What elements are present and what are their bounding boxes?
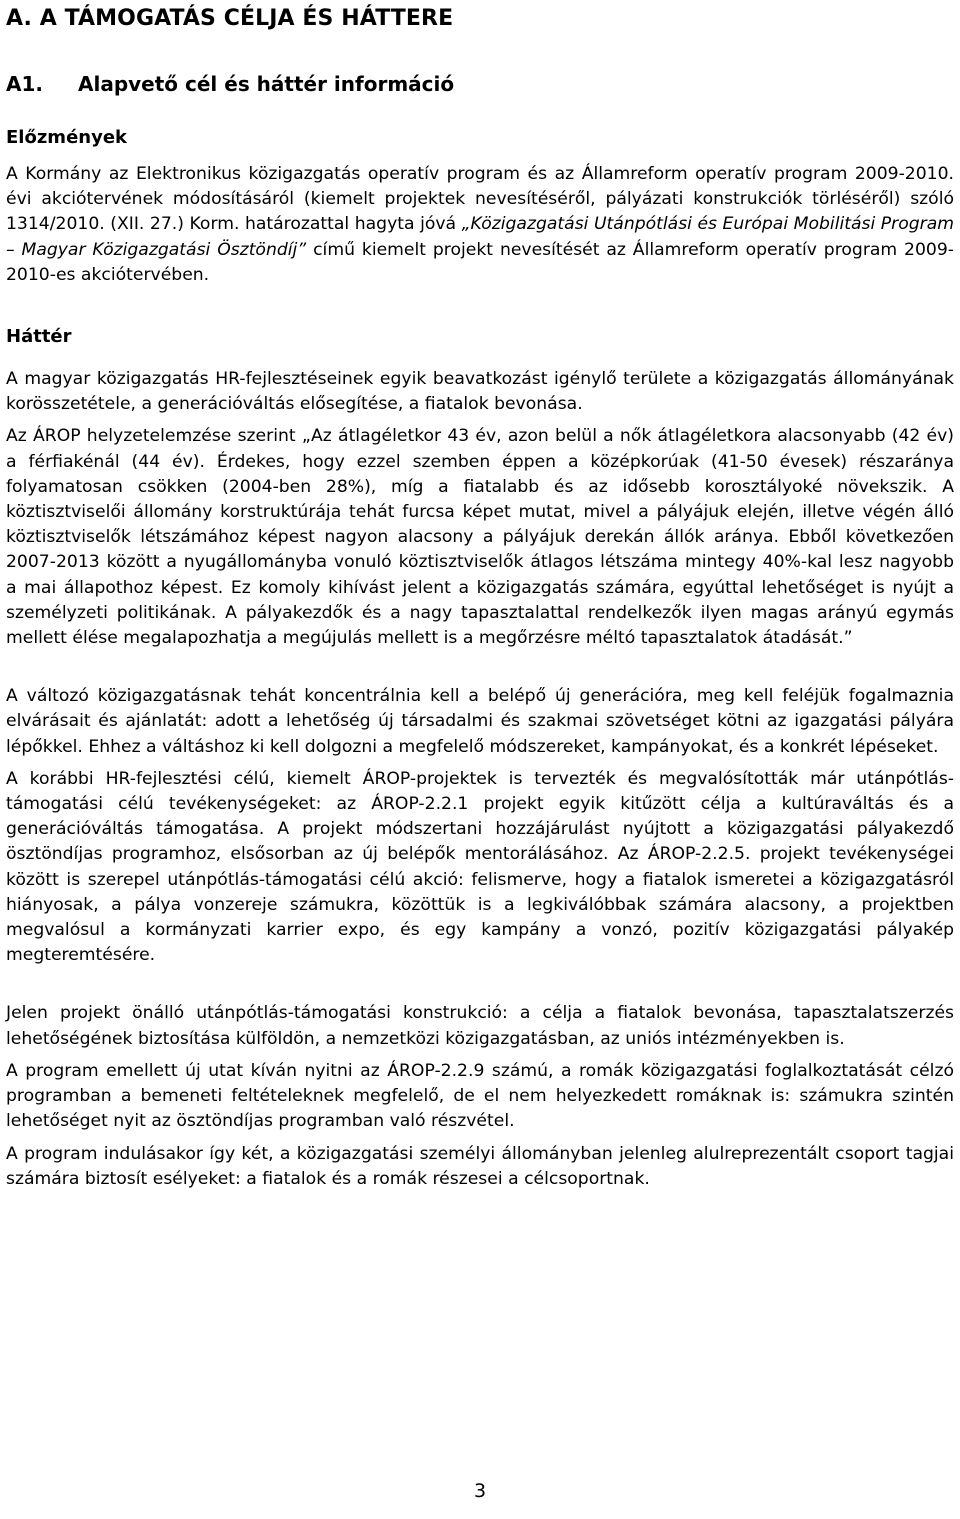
heading-elozmenyek: Előzmények [6, 127, 127, 148]
section-title: A. A TÁMOGATÁS CÉLJA ÉS HÁTTERE [6, 6, 454, 31]
document-page [6, 4, 954, 1192]
paragraph-hatter-3: A változó közigazgatásnak tehát koncentrálnia kell a belépő új generációra, meg kell feléjük fogalmaznia elvárásait és ajánlatát: adott a lehetőség új társadalmi és szakmai szövetséget kötni az igazgatási pályára lépőkkel. Ehhez a váltáshoz ki kell dolgozni a megfelelő módszereket, kampányokat, és a konkrét lépéseket. [6, 686, 954, 757]
paragraph-hatter-6: A program emellett új utat kíván nyitni az ÁROP-2.2.9 számú, a romák közigazgatási foglalkoztatását célzó programban a bemeneti feltételeknek megfelelő, de el nem helyezkedett romáknak is: számukra szintén lehetőséget nyit az ösztöndíjas programban való részvétel. [6, 1060, 954, 1132]
paragraph-elozmenyek-part2: című kiemelt projekt nevesítését az Államreform operatív program 2009-2010-es akciótervében. [6, 239, 954, 285]
paragraph-hatter-2: Az ÁROP helyzetelemzése szerint „Az átlagéletkor 43 év, azon belül a nők átlagéletkora alacsonyabb (42 év) a férfiakénál (44 év). Érdekes, hogy ezzel szemben éppen a középkorúak (41-50 évesek) részaránya folyamatosan csökken (2004-ben 28%), míg a fiatalabb és az idősebb korosztályoké növekszik. A köztisztviselői állomány korstruktúrája tehát furcsa képet mutat, mivel a pályájuk elején, illetve végén álló köztisztviselők létszámához képest nagyon alacsony a pályájuk derekán állók aránya. Ebből következően 2007-2013 között a nyugállományba vonuló köztisztviselők átlagos létszáma mintegy 40%-kal lesz nagyobb a mai állapothoz képest. Ez komoly kihívást jelent a közigazgatás számára, egyúttal lehetőséget is nyújt a személyzeti politikának. A pályakezdők és a nagy tapasztalattal rendelkezők ilyen magas arányú egymás mellett élése megalapozhatja a megújulás mellett is a megőrzésre méltó tapasztalatok átadását.” [6, 426, 954, 649]
subsection-title-text: Alapvető cél és háttér információ [78, 72, 455, 96]
paragraph-elozmenyek-part1: A Kormány az Elektronikus közigazgatás operatív program és az Államreform operatív program 2009-2010. évi akciótervének módosításáról (kiemelt projektek nevesítéséről, pályázati konstrukciók törléséről) szóló 1314/2010. (XII. 27.) Korm. határozattal hagyta jóvá [6, 164, 954, 235]
paragraph-hatter-4: A korábbi HR-fejlesztési célú, kiemelt ÁROP-projektek is tervezték és megvalósították már utánpótlás-támogatási célú tevékenységeket: az ÁROP-2.2.1 projekt egyik kitűzött célja a kultúraváltás és a generációváltás támogatása. A projekt módszertani hozzájárulást nyújtott a közigazgatási pályakezdő ösztöndíjas programhoz, elsősorban az új belépők mentorálásához. Az ÁROP-2.2.5. projekt tevékenységei között is szerepel utánpótlás-támogatási célú akció: felismerve, hogy a fiatalok ismeretei a közigazgatásról hiányosak, a pálya vonzereje számukra, közöttük is a legkiválóbbak számára alacsony, a projektben megvalósul a kormányzati karrier expo, és egy kampány a vonzó, pozitív közigazgatási pályakép megteremtésére. [6, 768, 954, 966]
paragraph-hatter-7: A program indulásakor így két, a közigazgatási személyi állományban jelenleg alulreprezentált csoport tagjai számára biztosít esélyeket: a fiatalok és a romák részesei a célcsoportnak. [6, 1143, 954, 1189]
program-title-italic: „Közigazgatási Utánpótlási és Európai Mobilitási Program – Magyar Közigazgatási Ösztöndíj” [6, 214, 954, 260]
paragraph-hatter-1: A magyar közigazgatás HR-fejlesztéseinek egyik beavatkozást igénylő területe a közigazgatás állományának korösszetétele, a generációváltás elősegítése, a fiatalok bevonása. [6, 369, 954, 415]
subsection-title [6, 70, 954, 98]
subsection-number: A1. [6, 72, 43, 96]
page-number: 3 [473, 1480, 487, 1502]
heading-hatter: Háttér [6, 326, 72, 348]
paragraph-hatter-5: Jelen projekt önálló utánpótlás-támogatási konstrukció: a célja a fiatalok bevonása, tapasztalatszerzés lehetőségének biztosítása külföldön, a nemzetközi közigazgatásban, az uniós intézményekben is. [6, 1003, 954, 1049]
paragraph-elozmenyek [6, 162, 954, 288]
